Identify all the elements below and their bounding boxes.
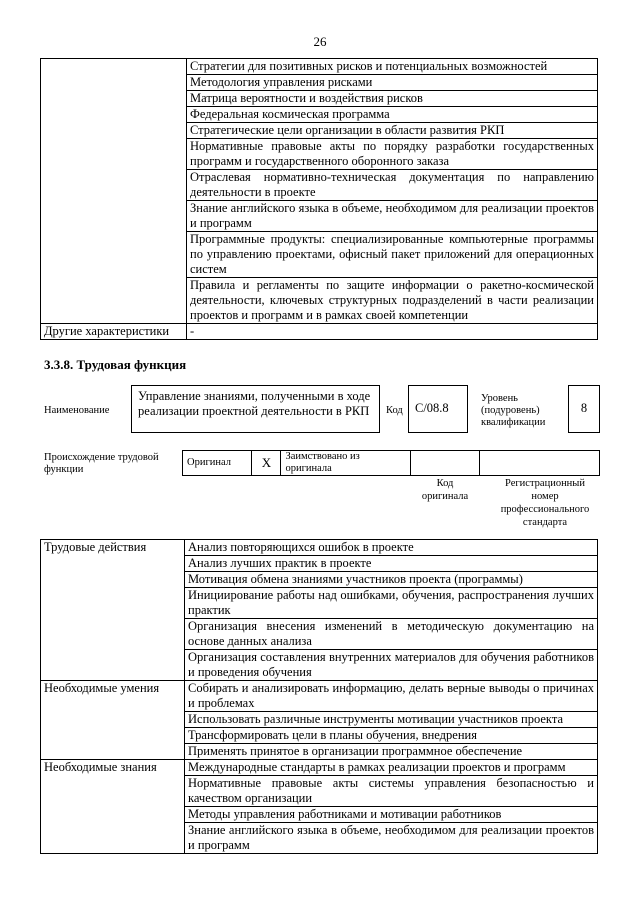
function-name-box bbox=[131, 385, 380, 433]
origin-label: Происхождение трудовой функции bbox=[44, 452, 159, 475]
row-text: Федеральная космическая программа bbox=[190, 107, 390, 121]
level-label: Уровень (подуровень) квалификации bbox=[481, 393, 546, 428]
item-text: Организация внесения изменений в методическую документацию на основе данных анализа bbox=[188, 619, 594, 648]
level-box bbox=[568, 385, 600, 433]
group-label: Необходимые умения bbox=[44, 681, 160, 695]
item-text-cell bbox=[185, 650, 598, 681]
table-row bbox=[41, 540, 598, 556]
row-text-cell bbox=[187, 123, 598, 139]
row-text-cell bbox=[187, 107, 598, 123]
row-label-cell bbox=[41, 59, 187, 324]
table-row bbox=[41, 681, 598, 712]
page-number: 26 bbox=[313, 34, 327, 49]
group-label: Необходимые знания bbox=[44, 760, 157, 774]
row-text: Методология управления рисками bbox=[190, 75, 373, 89]
group-label: Трудовые действия bbox=[44, 540, 147, 554]
level-value: 8 bbox=[580, 401, 588, 415]
row-text: Программные продукты: специализированные компьютерные программы по управлению проектами, офисный пакет приложений для операционных систем bbox=[190, 232, 594, 276]
origin-table bbox=[182, 450, 600, 476]
registration-number-caption: Регистрационный номер профессионального стандарта bbox=[500, 478, 590, 528]
item-text: Анализ повторяющихся ошибок в проекте bbox=[188, 540, 414, 554]
group-label-cell bbox=[41, 681, 185, 760]
item-text: Использовать различные инструменты мотивации участников проекта bbox=[188, 712, 563, 726]
item-text-cell bbox=[185, 619, 598, 650]
item-text: Методы управления работниками и мотивации работников bbox=[188, 807, 502, 821]
original-label: Оригинал bbox=[187, 457, 231, 468]
row-text-cell bbox=[187, 232, 598, 278]
function-name-value: Управление знаниями, полученными в ходе реализации проектной деятельности в РКП bbox=[138, 389, 371, 418]
row-text-cell bbox=[187, 170, 598, 201]
item-text-cell bbox=[185, 728, 598, 744]
item-text: Инициирование работы над ошибками, обучения, распространения лучших практик bbox=[188, 588, 594, 617]
row-text: Матрица вероятности и воздействия рисков bbox=[190, 91, 423, 105]
row-text: Правила и регламенты по защите информации о ракетно-космической деятельности, ключевых структурных подразделений в части реализации проектов и программ и в рамках своей компетенции bbox=[190, 278, 594, 322]
item-text-cell bbox=[185, 744, 598, 760]
item-text: Трансформировать цели в планы обучения, внедрения bbox=[188, 728, 477, 742]
function-code-box bbox=[408, 385, 468, 433]
row-text: Нормативные правовые акты по порядку разработки государственных программ и государственного оборонного заказа bbox=[190, 139, 594, 168]
row-text: Знание английского языка в объеме, необходимом для реализации проектов и программ bbox=[190, 201, 594, 230]
table-row bbox=[41, 760, 598, 776]
item-text: Собирать и анализировать информацию, делать верные выводы о причинах и проблемах bbox=[188, 681, 594, 710]
knowledge-table-continued bbox=[40, 58, 598, 340]
registration-number-cell bbox=[480, 451, 600, 476]
item-text-cell bbox=[185, 681, 598, 712]
item-text-cell bbox=[185, 712, 598, 728]
item-text: Применять принятое в организации программное обеспечение bbox=[188, 744, 523, 758]
name-label: Наименование bbox=[44, 405, 110, 416]
table-row bbox=[41, 59, 598, 75]
row-text-cell bbox=[187, 59, 598, 75]
function-code-value: C/08.8 bbox=[415, 401, 449, 415]
item-text-cell bbox=[185, 540, 598, 556]
row-text: Стратегии для позитивных рисков и потенциальных возможностей bbox=[190, 59, 548, 73]
row-label-cell bbox=[41, 324, 187, 340]
item-text: Нормативные правовые акты системы управления безопасностью и качеством организации bbox=[188, 776, 594, 805]
item-text: Международные стандарты в рамках реализации проектов и программ bbox=[188, 760, 566, 774]
item-text-cell bbox=[185, 572, 598, 588]
group-label-cell bbox=[41, 540, 185, 681]
item-text: Организация составления внутренних материалов для обучения работников и проведения обучения bbox=[188, 650, 594, 679]
row-text-cell bbox=[187, 201, 598, 232]
row-text: Стратегические цели организации в области развития РКП bbox=[190, 123, 505, 137]
row-text-cell bbox=[187, 75, 598, 91]
group-label-cell bbox=[41, 760, 185, 854]
table-row bbox=[41, 324, 598, 340]
item-text: Мотивация обмена знаниями участников проекта (программы) bbox=[188, 572, 523, 586]
original-cell bbox=[183, 451, 252, 476]
borrowed-label: Заимствовано из оригинала bbox=[285, 451, 360, 474]
row-label: Другие характеристики bbox=[44, 324, 170, 338]
item-text-cell bbox=[185, 760, 598, 776]
original-code-caption: Код оригинала bbox=[421, 478, 469, 502]
section-title: 3.3.8. Трудовая функция bbox=[44, 357, 187, 372]
labor-function-table bbox=[40, 539, 598, 854]
item-text: Анализ лучших практик в проекте bbox=[188, 556, 372, 570]
item-text-cell bbox=[185, 556, 598, 572]
item-text-cell bbox=[185, 807, 598, 823]
item-text-cell bbox=[185, 823, 598, 854]
row-text-cell bbox=[187, 91, 598, 107]
original-mark-cell bbox=[252, 451, 281, 476]
original-mark: X bbox=[261, 455, 272, 470]
code-label: Код bbox=[386, 405, 403, 416]
borrowed-cell bbox=[281, 451, 411, 476]
item-text: Знание английского языка в объеме, необходимом для реализации проектов и программ bbox=[188, 823, 594, 852]
row-text-cell bbox=[187, 278, 598, 324]
row-text-cell bbox=[187, 139, 598, 170]
item-text-cell bbox=[185, 776, 598, 807]
item-text-cell bbox=[185, 588, 598, 619]
row-text: Отраслевая нормативно-техническая документация по направлению деятельности в проекте bbox=[190, 170, 594, 199]
row-text: - bbox=[190, 324, 195, 338]
original-code-cell bbox=[411, 451, 480, 476]
row-text-cell bbox=[187, 324, 598, 340]
